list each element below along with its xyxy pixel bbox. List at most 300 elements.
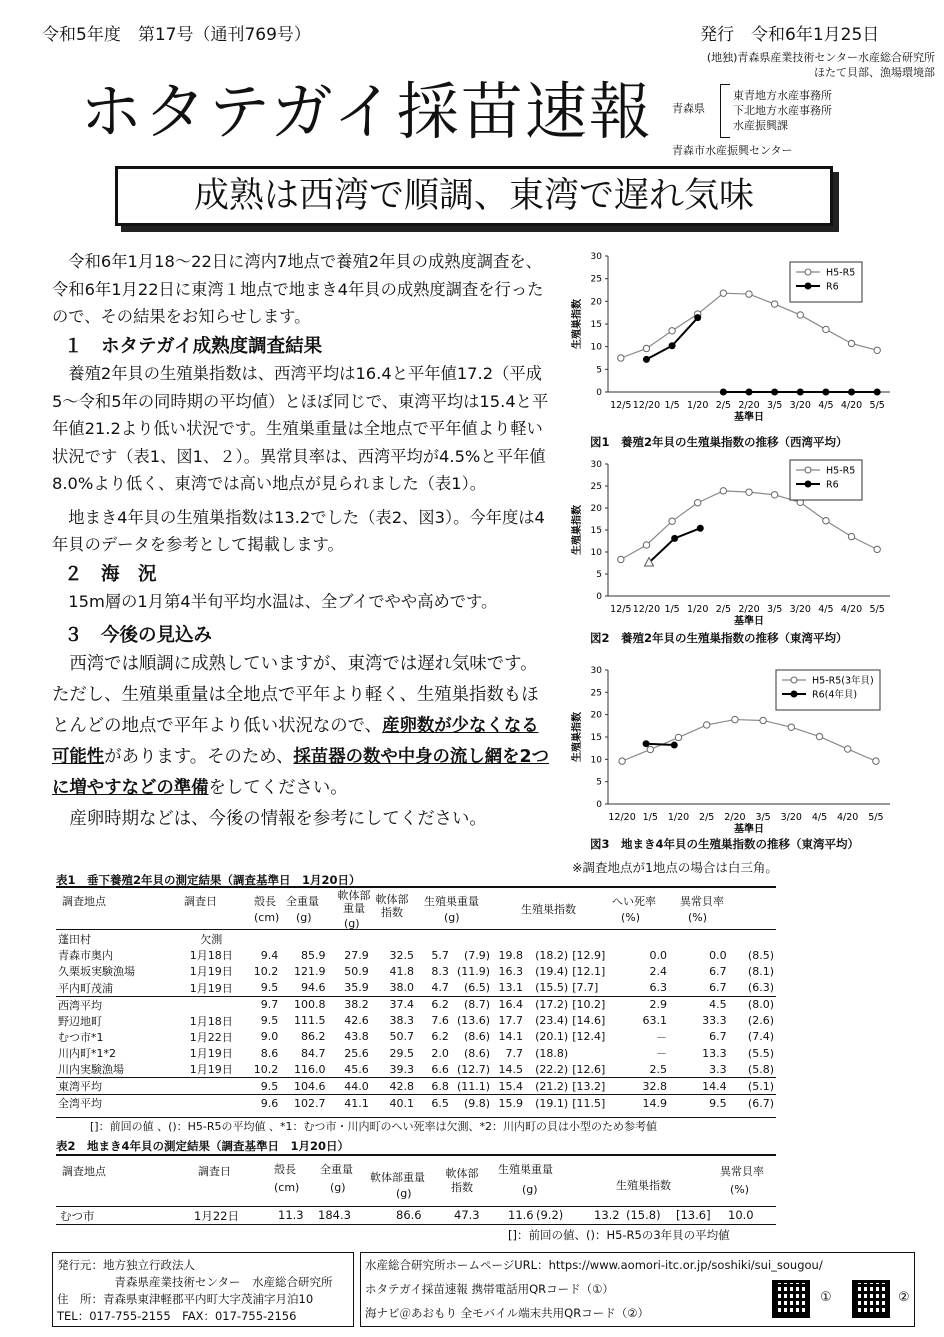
table-cell: 33.3 <box>702 1014 727 1028</box>
table-cell: (8.7) <box>463 998 491 1012</box>
x-tick-label: 1/5 <box>664 604 680 615</box>
t2-h-soft: 軟体部重量 <box>370 1171 425 1184</box>
y-tick-label: 10 <box>590 342 602 353</box>
table-cell: (18.8) <box>535 1046 569 1060</box>
legend-label: H5-R5 <box>826 465 856 477</box>
series-line <box>621 491 877 560</box>
data-point <box>874 389 880 395</box>
table-cell: 7.6 <box>431 1014 449 1028</box>
data-point <box>873 758 879 764</box>
data-point <box>671 742 677 748</box>
table1-header <box>56 889 776 931</box>
y-tick-label: 20 <box>590 297 602 308</box>
t2-u-len: (cm) <box>274 1181 300 1194</box>
table-cell: 41.8 <box>389 964 414 978</box>
t2-h-gonwt: 生殖巣重量 <box>498 1163 553 1176</box>
x-tick-label: 2/5 <box>699 812 715 823</box>
table-cell: 6.3 <box>649 981 667 995</box>
table-cell: 2.0 <box>431 1046 449 1060</box>
chart-fig1-svg <box>568 244 898 444</box>
table-cell: (11.1) <box>456 1079 491 1093</box>
t2-h-abn: 異常貝率 <box>720 1165 764 1178</box>
table-cell: (6.5) <box>463 981 491 995</box>
table-cell: [12.1] <box>572 964 606 978</box>
legend-marker <box>791 677 797 683</box>
article-body <box>52 248 552 834</box>
x-tick-label: 5/5 <box>868 812 884 823</box>
table-cell: 0.0 <box>709 948 727 962</box>
table-cell: 2.5 <box>649 1062 667 1076</box>
data-point <box>695 500 701 506</box>
table-cell: 17.7 <box>498 1014 523 1028</box>
table-cell: (9.8) <box>463 1096 491 1110</box>
series-line <box>622 720 876 762</box>
t2-cell-gonwt-avg: (9.2) <box>536 1208 564 1222</box>
table-cell: － <box>655 1030 667 1044</box>
data-point <box>845 746 851 752</box>
table-cell: 9.5 <box>260 981 279 995</box>
table2-top-rule <box>56 1154 776 1156</box>
data-point <box>618 556 624 562</box>
data-point <box>746 489 752 495</box>
x-tick-label: 12/5 <box>610 400 632 411</box>
t2-h-wt: 全重量 <box>320 1163 353 1176</box>
table-cell: (6.3) <box>747 981 774 995</box>
t1-h-loc: 調査地点 <box>62 895 106 908</box>
legend-label: R6(4年貝) <box>812 689 858 701</box>
table-cell: 32.8 <box>642 1079 667 1093</box>
org-pref-label: 青森県 <box>672 102 705 115</box>
chart-fig2 <box>568 452 898 646</box>
data-point <box>720 290 726 296</box>
org-main <box>665 50 935 80</box>
y-tick-label: 5 <box>596 777 602 788</box>
table-cell: 1月22日 <box>189 1030 233 1044</box>
org-main-line: ほたて貝部、漁場環境部 <box>814 66 935 79</box>
table-cell: 東湾平均 <box>58 1080 102 1094</box>
table-cell: 5.7 <box>431 948 449 962</box>
table-cell <box>451 931 492 947</box>
table-cell: 42.8 <box>389 1079 414 1093</box>
table-cell: 14.5 <box>498 1062 523 1076</box>
table-cell <box>570 1045 615 1061</box>
publisher-line: TEL：017-755-2155 FAX：017-755-2156 <box>57 1309 297 1323</box>
table-cell: 8.3 <box>431 964 449 978</box>
table1-top-rule <box>56 886 776 888</box>
legend-marker <box>805 269 811 275</box>
table-cell: [12.9] <box>572 948 606 962</box>
table-cell: (20.1) <box>535 1030 569 1044</box>
t2-cell-softidx: 47.3 <box>454 1208 480 1222</box>
legend-marker <box>805 283 811 289</box>
table-cell: 平内町茂浦 <box>58 981 113 995</box>
data-point <box>675 734 681 740</box>
table-cell: (19.1) <box>535 1096 569 1110</box>
table-cell <box>371 931 416 947</box>
table-cell: [14.6] <box>572 1014 606 1028</box>
table-cell: (6.7) <box>747 1096 774 1110</box>
table-row <box>56 1061 776 1078</box>
x-tick-label: 1/5 <box>642 812 658 823</box>
x-tick-label: 12/20 <box>632 604 661 615</box>
table-cell: 14.4 <box>702 1079 727 1093</box>
chart-fig1-title: 図1 養殖2年貝の生殖巣指数の推移（西湾平均） <box>590 435 848 449</box>
newsletter-title: ホタテガイ採苗速報 <box>80 75 653 148</box>
data-point <box>643 741 649 747</box>
t2-u-wt: (g) <box>330 1181 346 1194</box>
table-cell: 久栗坂実験漁場 <box>58 965 135 979</box>
table-cell: 1月19日 <box>189 1047 233 1061</box>
qr1-marker: ① <box>820 1290 832 1305</box>
table-row <box>56 996 776 1013</box>
table-cell: 16.4 <box>498 998 523 1012</box>
table2-caption: 表2 地まき4年貝の測定結果（調査基準日 1月20日） <box>56 1139 350 1153</box>
data-point <box>697 525 703 531</box>
qr-code-2-icon[interactable] <box>852 1280 890 1318</box>
publisher-box <box>52 1252 354 1327</box>
table-cell: 6.7 <box>709 1030 727 1044</box>
data-point <box>669 328 675 334</box>
t2-cell-date: 1月22日 <box>194 1209 239 1223</box>
data-point <box>746 389 752 395</box>
table-cell: 2.9 <box>649 998 667 1012</box>
t2-h-softidx: 軟体部指数 <box>445 1167 479 1194</box>
table1 <box>56 931 776 1111</box>
table-cell: 6.8 <box>431 1079 449 1093</box>
legend-marker <box>805 467 811 473</box>
chart-fig3-title: 図3 地まき4年貝の生殖巣指数の推移（東湾平均） <box>590 837 860 851</box>
table-cell: [10.2] <box>572 998 606 1012</box>
table2-note: []：前回の値、()：H5-R5の3年貝の平均値 <box>508 1228 730 1242</box>
t1-h-softidx: 軟体部指数 <box>375 893 409 919</box>
x-tick-label: 12/20 <box>608 812 636 823</box>
table-cell: (5.1) <box>747 1079 774 1093</box>
text-span: 西湾では順調に成熟していますが、東湾では遅れ気味です。ただし、生殖巣重量は全地点で平年より軽く、生殖巣指数もほとんどの地点で平年より低い状況なので、 <box>52 654 539 736</box>
table-row <box>56 1045 776 1061</box>
series-line <box>646 744 674 745</box>
table-cell: 1月19日 <box>189 981 233 995</box>
table-cell: 104.6 <box>294 1079 326 1093</box>
t1-u-mort: (%) <box>621 911 641 924</box>
publisher-line: 住 所：青森県東津軽郡平内町大字茂浦字月泊10 <box>57 1292 314 1306</box>
x-tick-label: 4/5 <box>818 604 834 615</box>
t1-h-date: 調査日 <box>184 895 217 908</box>
table-cell: 蓬田村 <box>58 933 91 947</box>
table-cell: 6.2 <box>431 998 449 1012</box>
table-cell: 16.3 <box>498 964 523 978</box>
table-cell: 2.4 <box>649 964 667 978</box>
table-row <box>56 980 776 997</box>
table-cell: (7.4) <box>747 1030 774 1044</box>
x-tick-label: 1/20 <box>667 812 690 823</box>
table-cell: [13.2] <box>572 1079 606 1093</box>
y-tick-label: 30 <box>590 252 602 262</box>
t1-h-gonwt: 生殖巣重量 <box>424 895 479 908</box>
table-cell <box>570 931 615 947</box>
table-cell <box>328 931 371 947</box>
org-city: 青森市水産振興センター <box>672 144 793 157</box>
t1-u-soft: (g) <box>344 917 360 930</box>
legend-marker <box>805 481 811 487</box>
table-cell: 19.8 <box>498 948 523 962</box>
y-tick-label: 15 <box>590 320 602 330</box>
table-cell: 1月19日 <box>189 965 233 979</box>
table-cell <box>245 931 280 947</box>
table-cell: 6.6 <box>431 1062 449 1076</box>
table-cell: (21.2) <box>535 1079 569 1093</box>
x-tick-label: 4/20 <box>840 604 863 615</box>
table2-header <box>56 1157 776 1207</box>
x-tick-label: 4/5 <box>818 400 834 411</box>
table-cell: 44.0 <box>344 1079 369 1093</box>
legend-marker <box>791 691 797 697</box>
x-tick-label: 3/5 <box>766 400 783 411</box>
chart-fig2-title: 図2 養殖2年貝の生殖巣指数の推移（東湾平均） <box>590 631 848 645</box>
y-tick-label: 10 <box>590 548 602 558</box>
y-axis-label: 生殖巣指数 <box>572 505 583 555</box>
table-cell: (8.5) <box>747 948 774 962</box>
table-cell: [7.7] <box>572 981 599 995</box>
table-cell: 10.2 <box>253 1062 279 1076</box>
x-tick-label: 1/20 <box>687 604 709 615</box>
x-tick-label: 4/5 <box>811 812 828 823</box>
x-axis-label: 基準日 <box>734 824 764 835</box>
org-pref-list <box>733 88 832 133</box>
table-cell: (15.5) <box>535 981 569 995</box>
org-bracket <box>720 84 730 138</box>
qr2-label: 海ナビ＠あおもり 全モバイル端末共用QRコード（②） <box>365 1306 650 1320</box>
table-cell: 欠測 <box>200 933 223 947</box>
table-cell: [11.5] <box>572 1096 606 1110</box>
table-cell: 西湾平均 <box>58 998 102 1012</box>
data-point <box>788 724 794 730</box>
table-row <box>56 931 776 947</box>
table-cell: 0.0 <box>649 948 667 962</box>
table-cell: 38.0 <box>389 981 414 995</box>
table-cell: 6.7 <box>709 964 727 978</box>
table-cell: 野辺地町 <box>58 1014 102 1028</box>
y-tick-label: 15 <box>590 526 602 536</box>
table-cell <box>669 931 729 947</box>
table-cell: 川内実験漁場 <box>58 1063 124 1077</box>
x-tick-label: 3/5 <box>766 604 783 615</box>
y-tick-label: 0 <box>596 800 602 810</box>
y-tick-label: 0 <box>596 592 602 602</box>
data-point <box>823 326 829 332</box>
data-point <box>849 389 855 395</box>
x-tick-label: 2/20 <box>738 604 760 615</box>
data-point <box>848 340 854 346</box>
text-span: をしてください。 <box>208 778 348 798</box>
table-cell: 50.7 <box>389 1030 414 1044</box>
legend-label: H5-R5(3年貝) <box>812 675 874 687</box>
data-point <box>720 389 726 395</box>
x-tick-label: 5/5 <box>869 604 885 615</box>
y-tick-label: 20 <box>590 710 602 721</box>
qr1-label: ホタテガイ採苗速報 携帯電話用QRコード（①） <box>365 1282 614 1296</box>
t2-cell-len: 11.3 <box>278 1208 304 1222</box>
x-tick-label: 5/5 <box>869 400 885 411</box>
y-tick-label: 5 <box>596 570 602 580</box>
table-cell <box>729 931 776 947</box>
data-point <box>823 518 829 524</box>
section-3-paragraph-2: 産卵時期などは、今後の情報を参考にしてください。 <box>69 809 487 829</box>
table-row <box>56 1078 776 1095</box>
table-cell: 6.2 <box>431 1030 449 1044</box>
t1-h-mort: へい死率 <box>612 895 656 908</box>
emphasis-text: 産卵数が少なくなる可能性 <box>52 716 539 767</box>
table-cell <box>416 931 451 947</box>
data-point <box>643 345 649 351</box>
table-cell: (12.7) <box>456 1062 491 1076</box>
series-line <box>649 528 700 562</box>
table-cell: 1月18日 <box>189 949 233 963</box>
text-span: があります。そのため、 <box>104 747 294 767</box>
table1-caption: 表1 垂下養殖2年貝の測定結果（調査基準日 1月20日） <box>56 873 361 887</box>
table-cell: 13.3 <box>702 1046 727 1060</box>
table-cell: 9.7 <box>260 998 279 1012</box>
data-point <box>669 343 675 349</box>
legend-label: H5-R5 <box>826 267 856 279</box>
data-point <box>647 746 653 752</box>
x-tick-label: 12/20 <box>632 400 661 411</box>
section-1-paragraph-2: 地まき4年貝の生殖巣指数は13.2でした（表2、図3）。今年度は4年貝のデータを参考として掲載します。 <box>52 507 545 554</box>
x-axis-label: 基準日 <box>734 412 764 423</box>
chart-fig3 <box>568 660 898 852</box>
table-cell: 全湾平均 <box>58 1097 102 1111</box>
table-cell: (17.2) <box>535 998 569 1012</box>
table-cell: 35.9 <box>344 981 369 995</box>
table-cell: 15.4 <box>498 1079 523 1093</box>
emphasis-text: 採苗器の数や中身の流し網を2つに増やすなどの準備 <box>52 747 549 798</box>
table-cell: 32.5 <box>389 948 414 962</box>
table-cell: (5.5) <box>747 1046 774 1060</box>
data-point <box>797 389 803 395</box>
data-point <box>874 347 880 353</box>
section-1-paragraph: 養殖2年貝の生殖巣指数は、西湾平均は16.4と平年値17.2（平成5～令和5年の同時期の平均値）とほぼ同じで、東湾平均は15.4と平年値21.2より低い状況です。生殖巣重量は全地点で平年値より軽い状況です（表1、図1、２）。異常貝率は、西湾平均が4.5%と平年値8.0%より低く、東湾では高い地点が見られました（表1）。 <box>52 364 549 493</box>
table-cell: 4.5 <box>709 998 727 1012</box>
table-cell: 6.5 <box>431 1096 449 1110</box>
t2-cell-soft: 86.6 <box>396 1208 422 1222</box>
data-point <box>619 758 625 764</box>
table-cell: [12.4] <box>572 1030 606 1044</box>
table-cell: 9.5 <box>260 1079 279 1093</box>
x-tick-label: 2/5 <box>715 604 732 615</box>
data-point <box>848 533 854 539</box>
data-point <box>672 535 678 541</box>
table-cell <box>177 1078 245 1095</box>
data-point <box>771 492 777 498</box>
qr-code-1-icon[interactable] <box>772 1280 810 1318</box>
table-row <box>56 1013 776 1029</box>
table-cell <box>615 931 668 947</box>
table-cell: (13.6) <box>456 1014 491 1028</box>
org-pref-item: 下北地方水産事務所 <box>733 104 832 117</box>
table-cell: 63.1 <box>642 1014 667 1028</box>
t1-u-abn: (%) <box>688 911 708 924</box>
org-pref-item: 東青地方水産事務所 <box>733 89 832 102</box>
table-cell: (8.0) <box>747 998 774 1012</box>
t2-cell-gonidx-prev: [13.6] <box>676 1208 711 1222</box>
table-cell: (8.1) <box>747 964 774 978</box>
x-tick-label: 2/20 <box>724 812 746 823</box>
data-point <box>732 716 738 722</box>
t1-u-len: (cm) <box>254 911 280 924</box>
table-cell: 37.4 <box>389 998 414 1012</box>
x-tick-label: 2/20 <box>738 400 760 411</box>
data-point <box>816 733 822 739</box>
section-1-title: １ ホタテガイ成熟度調査結果 <box>64 335 323 357</box>
table-row <box>56 963 776 979</box>
table-cell: 14.1 <box>498 1030 523 1044</box>
data-point <box>823 389 829 395</box>
table-cell: 100.8 <box>294 998 326 1012</box>
chart-note: ※調査地点が1地点の場合は白三角。 <box>572 860 778 875</box>
table-row <box>56 1029 776 1045</box>
table-cell: 38.2 <box>344 998 369 1012</box>
table-cell: 13.1 <box>498 981 523 995</box>
table-cell: (8.6) <box>463 1030 491 1044</box>
x-tick-label: 1/20 <box>687 400 709 411</box>
t1-u-wt: (g) <box>296 911 312 924</box>
publisher-line: 発行元：地方独立行政法人 <box>57 1258 195 1272</box>
table-cell: [12.6] <box>572 1062 606 1076</box>
qr2-marker: ② <box>898 1290 910 1305</box>
table-cell: (23.4) <box>535 1014 569 1028</box>
table-cell: 8.6 <box>260 1046 279 1060</box>
table-cell: 25.6 <box>344 1046 369 1060</box>
data-point <box>772 389 778 395</box>
y-tick-label: 30 <box>590 666 602 676</box>
issue-number: 令和5年度 第17号（通刊769号） <box>42 25 311 45</box>
table-cell: 9.5 <box>709 1096 727 1110</box>
table-cell: 121.9 <box>294 964 326 978</box>
website-link[interactable]: 水産総合研究所ホームページURL：https://www.aomori-itc.or.jp/soshiki/sui_sougou/ <box>365 1258 823 1272</box>
legend-label: R6 <box>826 479 839 491</box>
table-cell: 29.5 <box>389 1046 414 1060</box>
legend-label: R6 <box>826 281 839 293</box>
data-point <box>771 301 777 307</box>
table-cell: (5.8) <box>747 1062 774 1076</box>
table-cell: 86.2 <box>301 1030 326 1044</box>
table-cell: 38.3 <box>389 1014 414 1028</box>
x-axis-label: 基準日 <box>734 616 764 627</box>
t2-cell-abn: 10.0 <box>728 1208 754 1222</box>
table-cell: (11.9) <box>456 964 491 978</box>
section-2-title: ２ 海 況 <box>64 563 157 585</box>
t2-cell-gonidx-avg: (15.8) <box>626 1208 661 1222</box>
data-point <box>797 312 803 318</box>
t2-cell-gonidx: 13.2 <box>594 1208 620 1222</box>
t1-h-soft: 軟体部重量 <box>337 889 371 915</box>
t1-h-len: 殻長 <box>254 895 276 908</box>
y-tick-label: 5 <box>596 365 602 376</box>
table-cell <box>492 931 525 947</box>
x-tick-label: 1/5 <box>664 400 680 411</box>
table1-note: []：前回の値 、()：H5-R5の平均値 、*1：むつ市・川内町のへい死率は欠測、*2：川内町の貝は小型のため参考値 <box>90 1120 658 1133</box>
t2-u-gonwt: (g) <box>522 1183 538 1196</box>
table-cell: (19.4) <box>535 964 569 978</box>
data-point <box>643 356 649 362</box>
table-cell: 9.5 <box>260 1014 279 1028</box>
table-cell: － <box>655 1047 667 1061</box>
table-cell: 川内町*1*2 <box>58 1047 116 1061</box>
table-cell: 116.0 <box>294 1062 326 1076</box>
table-row <box>56 947 776 963</box>
y-tick-label: 0 <box>596 388 602 398</box>
publish-date: 発行 令和6年1月25日 <box>700 25 880 45</box>
x-tick-label: 12/5 <box>610 604 632 615</box>
